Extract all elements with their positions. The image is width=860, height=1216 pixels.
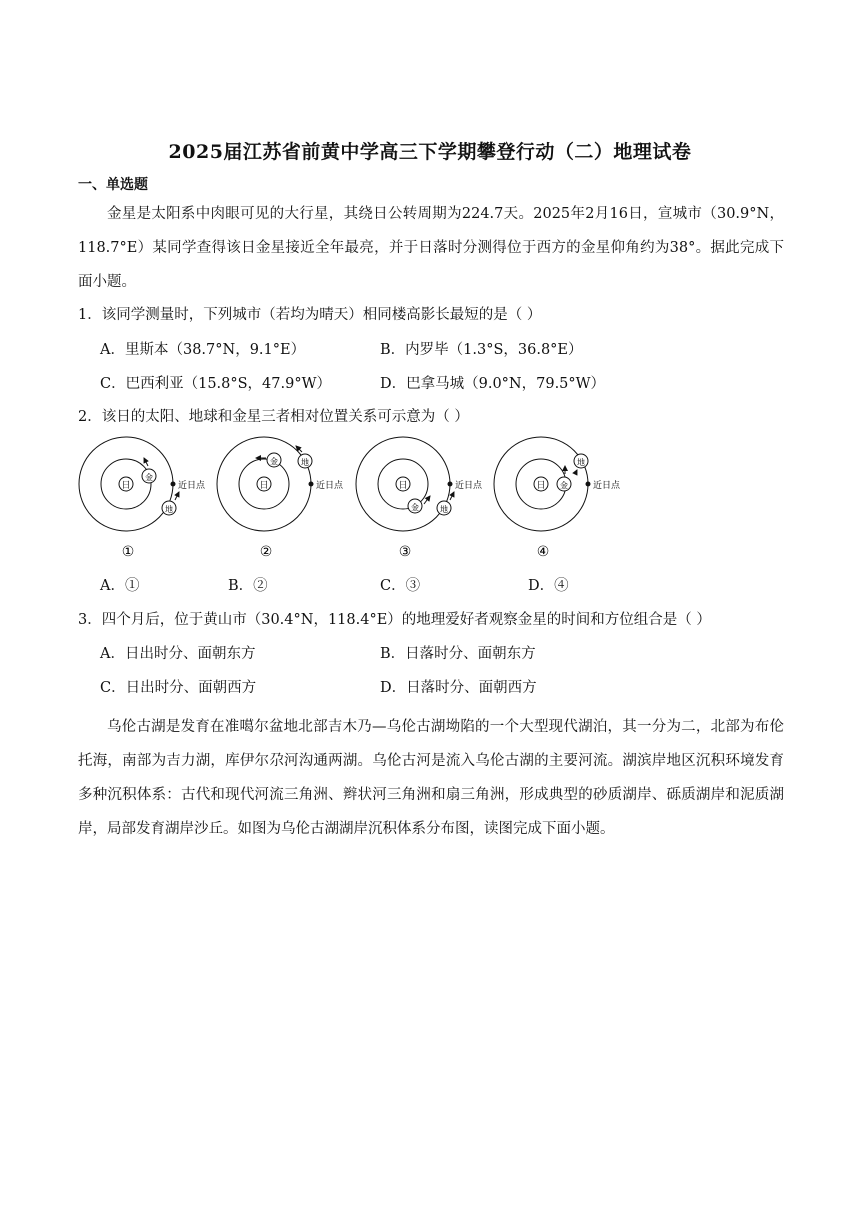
earth-label: 地 [577,458,585,467]
q2-option-d: D．④ [528,578,569,594]
q1-option-a: A．里斯本（38.7°N，9.1°E） [100,342,306,358]
diagram-label-1: ① [121,544,135,560]
perihelion-label: 近日点 [316,481,344,491]
passage-ulungur-lake: 乌伦古湖是发育在准噶尔盆地北部吉木乃—乌伦古湖坳陷的一个大型现代湖泊，其一分为二，北部为布伦托海，南部为吉力湖，库伊尔尕河沟通两湖。乌伦古河是流入乌伦古湖的主要河流。湖滨岸地区沉积环境发育多种沉积体系：古代和现代河流三角洲、辫状河三角洲和扇三角洲，形成典型的砂质湖岸、砾质湖岸和泥质湖岸，局部发育湖岸沙丘。如图为乌伦古湖湖岸沉积体系分布图，读图完成下面小题。 [78,719,784,837]
q2-option-b: B．② [228,578,268,594]
sun-label: 日 [536,481,546,491]
q3-option-b: B．日落时分、面朝东方 [380,646,536,662]
section-heading: 一、单选题 [78,177,148,193]
perihelion-label: 近日点 [593,481,621,491]
q3-option-c: C．日出时分、面朝西方 [100,680,257,696]
perihelion-label: 近日点 [178,481,206,491]
orbit-diagrams [76,432,636,562]
q1-option-c: C．巴西利亚（15.8°S，47.9°W） [100,376,332,392]
perihelion-point [448,482,453,487]
diagram-label-3: ③ [398,544,412,560]
q1-option-b: B．内罗毕（1.3°S，36.8°E） [380,342,583,358]
q2-option-c: C．③ [380,578,421,594]
orbit-diagram-1 [79,437,206,560]
perihelion-label: 近日点 [455,481,483,491]
passage-venus: 金星是太阳系中肉眼可见的大行星，其绕日公转周期为224.7天。2025年2月16日，宣城市（30.9°N，118.7°E）某同学查得该日金星接近全年最亮，并于日落时分测得位于西方的金星仰角约为38°。据此完成下面小题。 [78,206,784,290]
q3-option-a: A．日出时分、面朝东方 [100,646,256,662]
diagram-label-2: ② [259,544,273,560]
q1-option-d: D．巴拿马城（9.0°N，79.5°W） [380,376,606,392]
orbit-diagram-3 [356,437,483,560]
sun-label: 日 [398,481,408,491]
orbit-diagram-2 [217,437,344,560]
perihelion-point [171,482,176,487]
orbit-diagram-4 [494,437,621,560]
question-2-stem: 2．该日的太阳、地球和金星三者相对位置关系可示意为（ ） [78,409,469,425]
venus-label: 金 [270,457,278,466]
question-3-stem: 3．四个月后，位于黄山市（30.4°N，118.4°E）的地理爱好者观察金星的时间和方位组合是（ ） [78,612,711,628]
earth-label: 地 [301,458,309,467]
diagram-label-4: ④ [536,544,550,560]
perihelion-point [309,482,314,487]
page-title: 2025届江苏省前黄中学高三下学期攀登行动（二）地理试卷 [168,141,692,163]
sun-label: 日 [121,481,131,491]
sun-label: 日 [259,481,269,491]
venus-label: 金 [411,503,419,512]
venus-label: 金 [145,473,153,482]
venus-label: 金 [560,481,568,490]
question-1-stem: 1．该同学测量时，下列城市（若均为晴天）相同楼高影长最短的是（ ） [78,307,542,323]
perihelion-point [586,482,591,487]
earth-label: 地 [440,505,448,514]
q3-option-d: D．日落时分、面朝西方 [380,680,537,696]
earth-label: 地 [165,505,173,514]
q2-option-a: A．① [100,578,140,594]
